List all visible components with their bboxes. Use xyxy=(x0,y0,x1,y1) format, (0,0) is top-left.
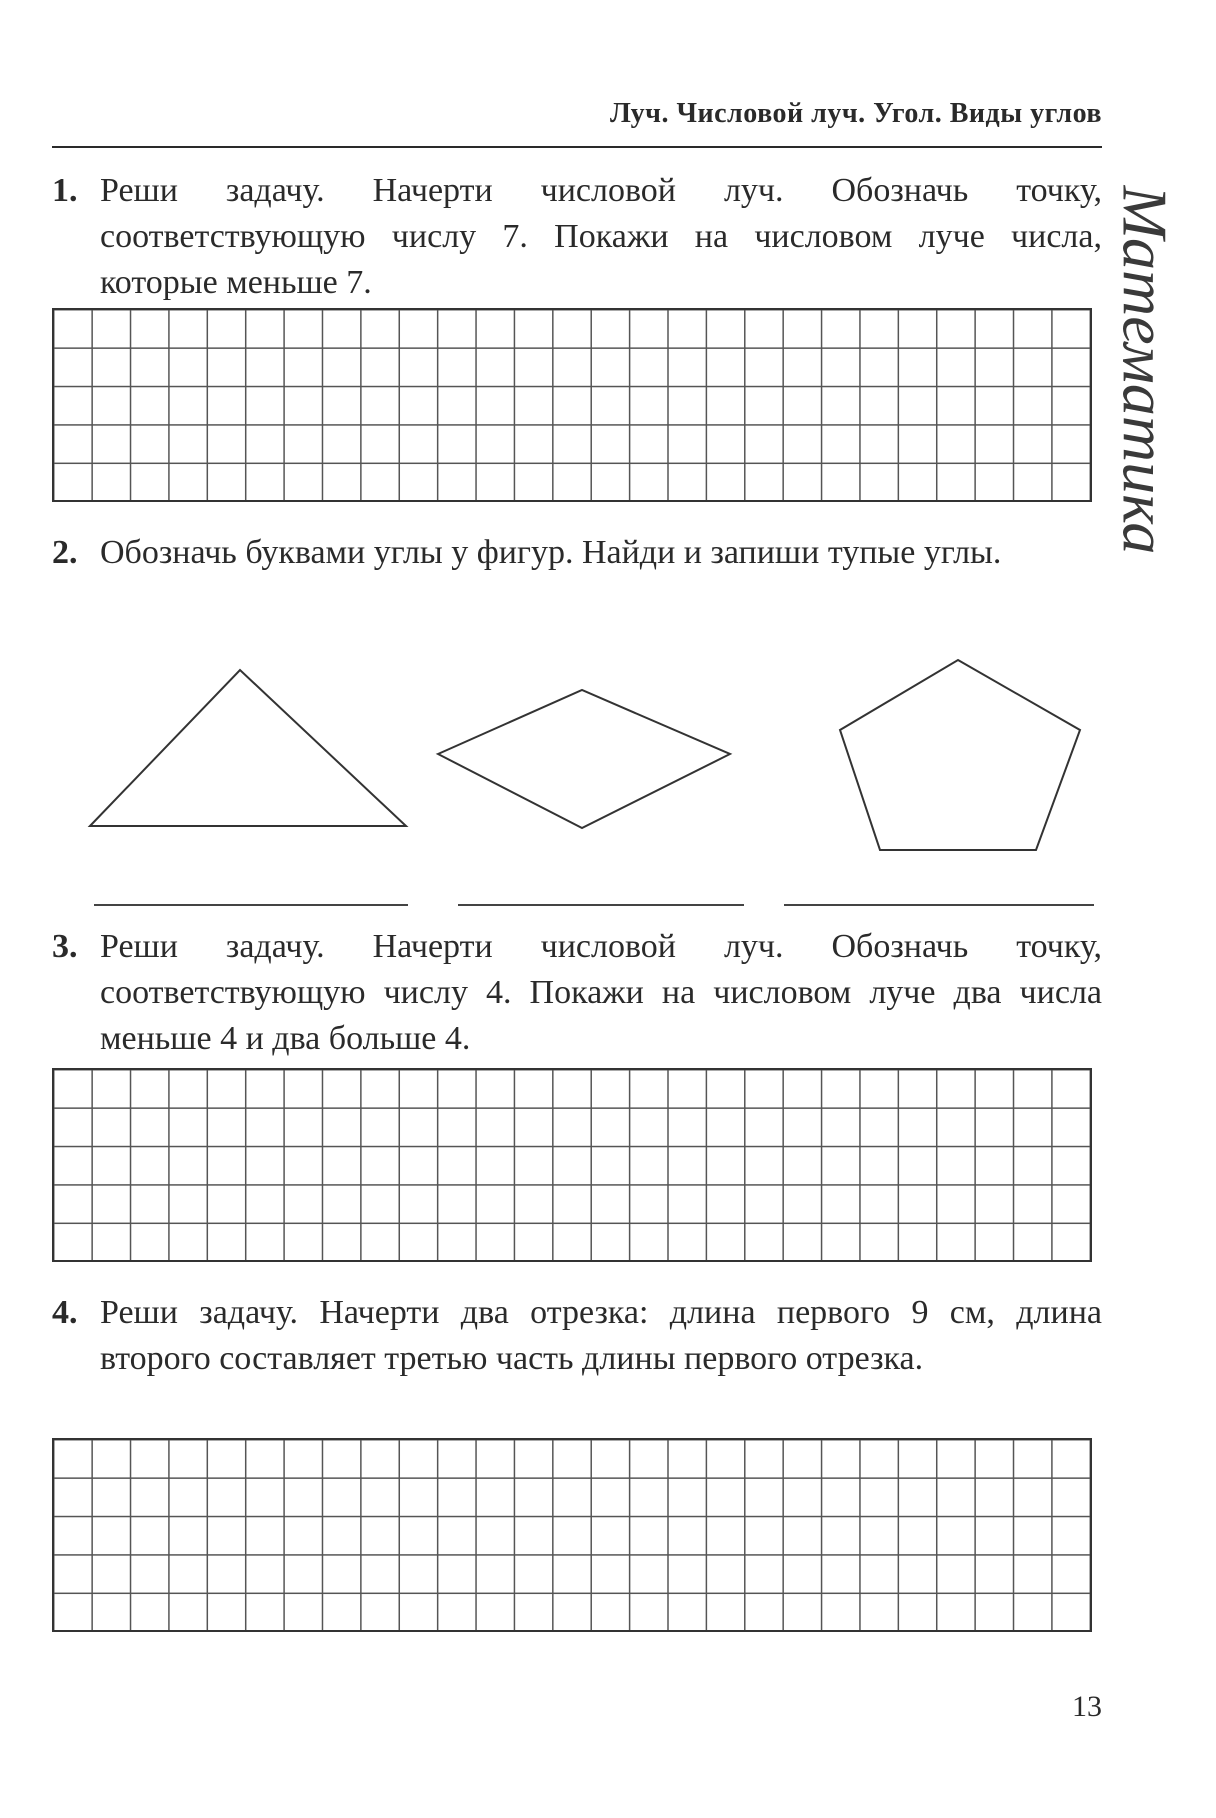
side-subject-label xyxy=(1109,185,1180,555)
task-1 xyxy=(52,168,1102,306)
triangle-figure xyxy=(90,670,406,826)
task-2-text: Обозначь буквами углы у фигур. Найди и запиши тупые углы. xyxy=(100,534,1002,571)
task-1-text: Реши задачу. Начерти числовой луч. Обозначь точку, соответствующую числу 7. Покажи на числовом луче числа, которые меньше 7. xyxy=(100,172,1102,301)
task-3-text: Реши задачу. Начерти числовой луч. Обозначь точку, соответствующую числу 4. Покажи на числовом луче два числа меньше 4 и два больше 4. xyxy=(100,928,1102,1057)
page-number: 13 xyxy=(1072,1690,1102,1723)
task-3 xyxy=(52,924,1102,1062)
task-2 xyxy=(52,530,1102,576)
task-1-grid[interactable] xyxy=(52,308,1092,502)
answer-line-1[interactable] xyxy=(94,904,408,906)
answer-line-2[interactable] xyxy=(458,904,744,906)
task-1-number: 1. xyxy=(52,172,78,209)
answer-line-3[interactable] xyxy=(784,904,1094,906)
task-4-number: 4. xyxy=(52,1294,78,1331)
side-subject-text: Математика xyxy=(1109,185,1180,555)
task-3-number: 3. xyxy=(52,928,78,965)
task-4-text: Реши задачу. Начерти два отрезка: длина первого 9 см, длина второго составляет третью часть длины первого отрезка. xyxy=(100,1294,1102,1377)
header-divider xyxy=(52,146,1102,148)
task-4-grid[interactable] xyxy=(52,1438,1092,1632)
task-2-number: 2. xyxy=(52,534,78,571)
task-3-grid[interactable] xyxy=(52,1068,1092,1262)
task-4 xyxy=(52,1290,1102,1382)
page-header-title: Луч. Числовой луч. Угол. Виды углов xyxy=(609,98,1102,129)
pentagon-figure xyxy=(840,660,1080,850)
geometry-figures xyxy=(0,640,1216,880)
rhombus-figure xyxy=(438,690,730,828)
